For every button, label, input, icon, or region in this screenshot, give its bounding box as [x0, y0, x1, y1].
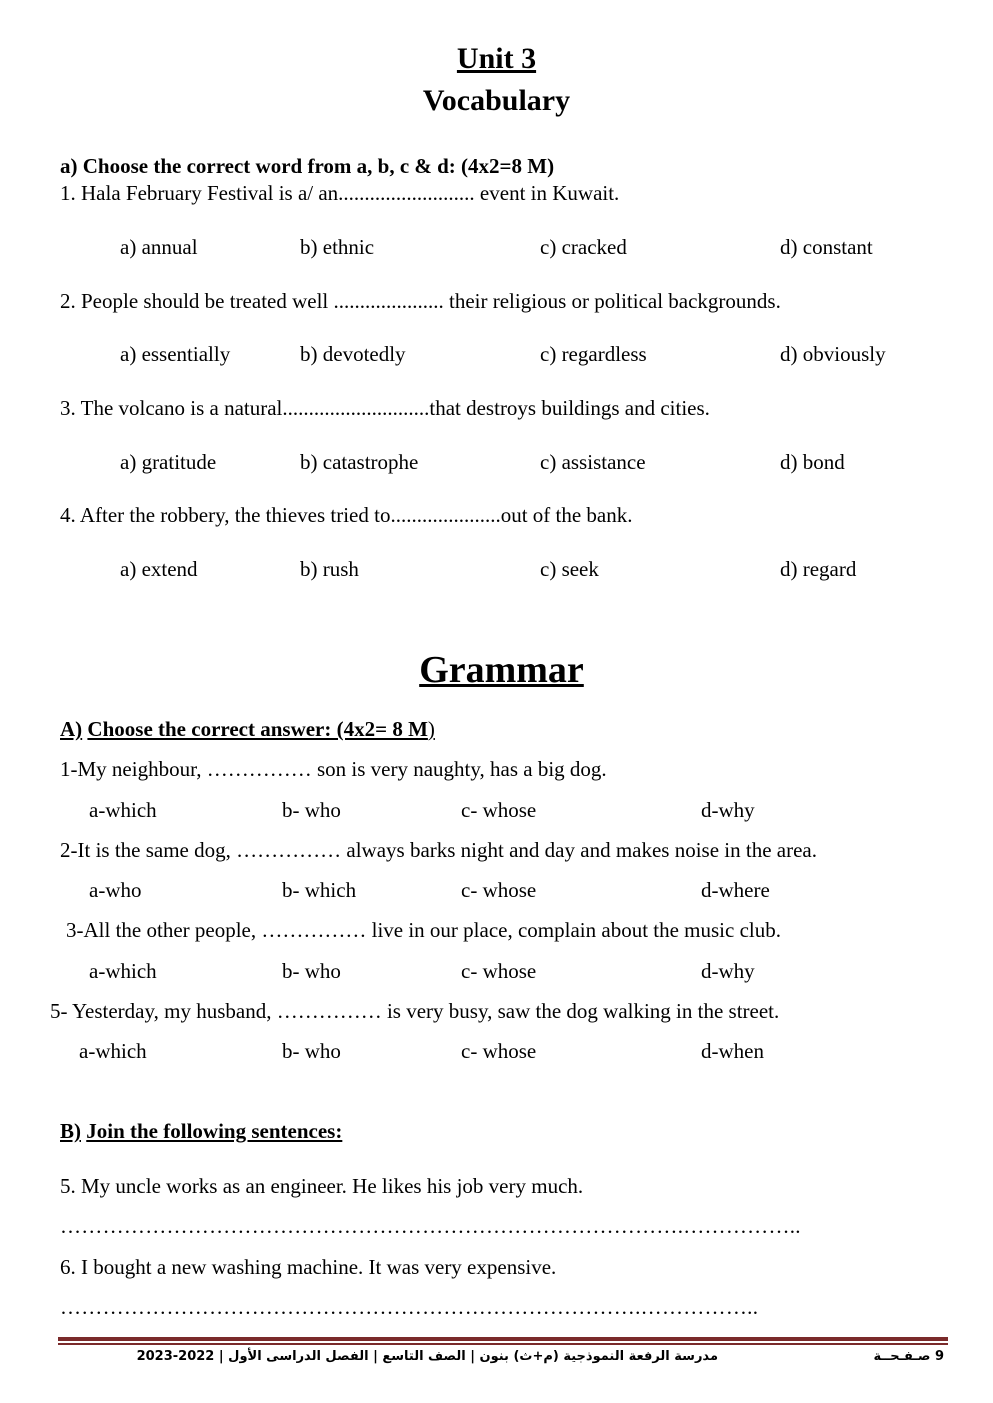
join-sentence-6: 6. I bought a new washing machine. It was very expensive.	[60, 1255, 557, 1279]
vocab-q4-option-a[interactable]: a) extend	[120, 557, 198, 581]
footer-school-line: مدرسة الرفعة النموذجية (م+ث) بنون | الصف التاسع | الفصل الدراسى الأول | 2022-2023	[136, 1349, 718, 1364]
grammar-question-2: 2-It is the same dog, …………… always barks night and day and makes noise in the area.	[60, 838, 817, 862]
vocab-q3-option-a[interactable]: a) gratitude	[120, 450, 217, 474]
grammar-q3-option-c[interactable]: c- whose	[461, 959, 537, 983]
vocabulary-instruction: a) Choose the correct word from a, b, c & d: (4x2=8 M)	[60, 154, 555, 178]
footer-page-number: 9 صـفـحــة	[873, 1349, 944, 1364]
vocab-q3-option-c[interactable]: c) assistance	[540, 450, 646, 474]
grammar-question-4: 5- Yesterday, my husband, …………… is very busy, saw the dog walking in the street.	[50, 999, 780, 1023]
grammar-q3-option-b[interactable]: b- who	[282, 959, 341, 983]
join-sentence-5: 5. My uncle works as an engineer. He likes his job very much.	[60, 1174, 584, 1198]
vocab-question-4: 4. After the robbery, the thieves tried to.....................out of the bank.	[60, 503, 633, 527]
section-b-label: B)	[60, 1119, 81, 1143]
vocab-q3-option-d[interactable]: d) bond	[780, 450, 845, 474]
vocab-q3-option-b[interactable]: b) catastrophe	[300, 450, 419, 474]
grammar-question-3: 3-All the other people, …………… live in our place, complain about the music club.	[66, 918, 781, 942]
vocab-question-3: 3. The volcano is a natural............................that destroys buildings and cities.	[60, 396, 710, 420]
vocab-q2-option-a[interactable]: a) essentially	[120, 342, 231, 366]
grammar-q4-option-a[interactable]: a-which	[79, 1039, 147, 1063]
vocab-q1-option-b[interactable]: b) ethnic	[300, 235, 375, 259]
grammar-section-a-instruction	[60, 717, 435, 742]
vocab-q4-option-c[interactable]: c) seek	[540, 557, 599, 581]
vocabulary-heading: Vocabulary	[422, 84, 571, 117]
grammar-q3-option-d[interactable]: d-why	[701, 959, 755, 983]
grammar-q1-option-c[interactable]: c- whose	[461, 798, 537, 822]
vocab-q2-option-b[interactable]: b) devotedly	[300, 342, 406, 366]
section-a-text: Choose the correct answer: (4x2= 8 M	[87, 717, 428, 741]
grammar-q2-option-d[interactable]: d-where	[701, 878, 770, 902]
grammar-heading: Grammar	[419, 649, 584, 691]
vocab-q1-option-a[interactable]: a) annual	[120, 235, 198, 259]
section-a-label: A)	[60, 717, 83, 741]
vocab-q4-option-b[interactable]: b) rush	[300, 557, 359, 581]
vocab-q1-option-d[interactable]: d) constant	[780, 235, 873, 259]
unit-title: Unit 3	[456, 42, 537, 75]
grammar-q1-option-b[interactable]: b- who	[282, 798, 341, 822]
answer-line-6[interactable]: ……………………………………………………………………….……………..	[60, 1295, 759, 1319]
grammar-question-1: 1-My neighbour, …………… son is very naughty, has a big dog.	[60, 757, 607, 781]
section-a-text-tail: )	[427, 717, 435, 741]
grammar-q4-option-d[interactable]: d-when	[701, 1039, 764, 1063]
footer-rule-thin	[58, 1343, 948, 1345]
grammar-section-b-instruction	[60, 1119, 342, 1144]
grammar-q4-option-c[interactable]: c- whose	[461, 1039, 537, 1063]
grammar-q4-option-b[interactable]: b- who	[282, 1039, 341, 1063]
vocab-question-1: 1. Hala February Festival is a/ an.......................... event in Kuwait.	[60, 181, 620, 205]
vocab-q2-option-d[interactable]: d) obviously	[780, 342, 886, 366]
vocab-question-2: 2. People should be treated well ..................... their religious or political backgrounds.	[60, 289, 781, 313]
footer-rule-thick	[58, 1337, 948, 1341]
grammar-q2-option-c[interactable]: c- whose	[461, 878, 537, 902]
vocab-q2-option-c[interactable]: c) regardless	[540, 342, 647, 366]
grammar-q2-option-b[interactable]: b- which	[282, 878, 357, 902]
vocab-q4-option-d[interactable]: d) regard	[780, 557, 857, 581]
vocab-q1-option-c[interactable]: c) cracked	[540, 235, 627, 259]
answer-line-5[interactable]: …………………………………………………………………………….……………..	[60, 1214, 801, 1238]
grammar-q2-option-a[interactable]: a-who	[89, 878, 142, 902]
grammar-q1-option-d[interactable]: d-why	[701, 798, 755, 822]
grammar-q1-option-a[interactable]: a-which	[89, 798, 157, 822]
grammar-q3-option-a[interactable]: a-which	[89, 959, 157, 983]
section-b-text: Join the following sentences:	[86, 1119, 343, 1143]
